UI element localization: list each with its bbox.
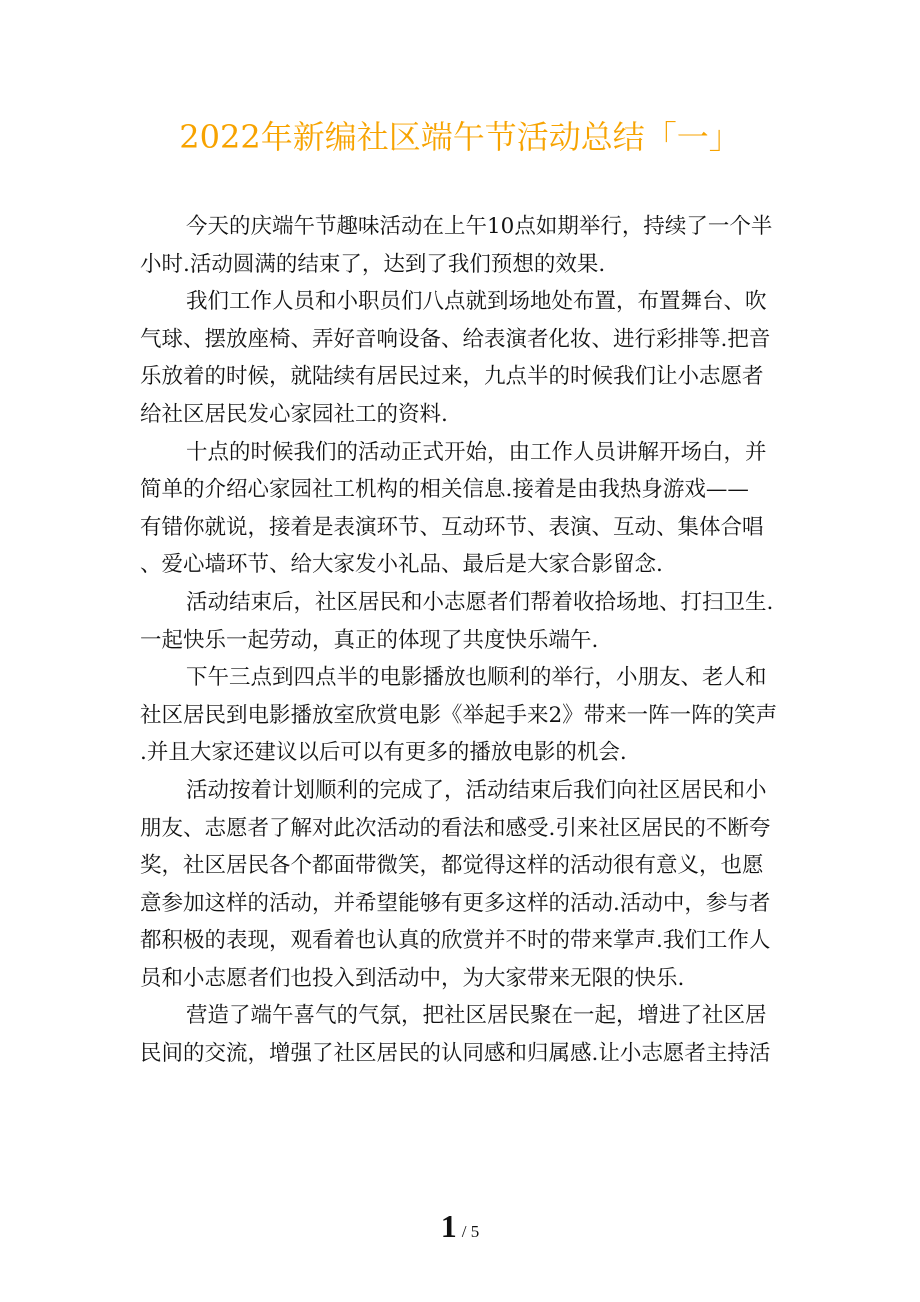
text-line: 民间的交流，增强了社区居民的认同感和归属感.让小志愿者主持活 (140, 1041, 771, 1067)
text-line: 乐放着的时候，就陆续有居民过来，九点半的时候我们让小志愿者 (140, 364, 764, 390)
text-line: 气球、摆放座椅、弄好音响设备、给表演者化妆、进行彩排等.把音 (140, 326, 771, 352)
text-line: 十点的时候我们的活动正式开始，由工作人员讲解开场白，并 (186, 439, 767, 465)
text-line: 活动结束后，社区居民和小志愿者们帮着收拾场地、打扫卫生. (186, 589, 774, 615)
text-line: 给社区居民发心家园社工的资料. (140, 401, 448, 427)
current-page: 1 (440, 1208, 457, 1244)
text-line: 今天的庆端午节趣味活动在上午10点如期举行，持续了一个半 (186, 214, 773, 239)
text-line: 都积极的表现，观看着也认真的欣赏并不时的带来掌声.我们工作人 (140, 928, 771, 954)
text-line: 朋友、志愿者了解对此次活动的看法和感受.引来社区居民的不断夸 (140, 815, 771, 841)
text-line: 简单的介绍心家园社工机构的相关信息.接着是由我热身游戏—— (140, 477, 749, 503)
text-line: 有错你就说，接着是表演环节、互动环节、表演、互动、集体合唱 (140, 514, 764, 540)
paragraph (140, 772, 790, 998)
text-line: 下午三点到四点半的电影播放也顺利的举行，小朋友、老人和 (186, 665, 767, 691)
page-indicator (0, 1208, 920, 1245)
paragraph (140, 584, 790, 659)
paragraph (140, 283, 790, 433)
text-line: .并且大家还建议以后可以有更多的播放电影的机会. (140, 740, 627, 766)
text-line: 小时.活动圆满的结束了，达到了我们预想的效果. (140, 251, 606, 277)
paragraph (140, 434, 790, 584)
text-line: 我们工作人员和小职员们八点就到场地处布置，布置舞台、吹 (186, 289, 767, 315)
text-line: 活动按着计划顺利的完成了，活动结束后我们向社区居民和小 (186, 777, 767, 803)
text-line: 一起快乐一起劳动，真正的体现了共度快乐端午. (140, 627, 599, 653)
text-line: 意参加这样的活动，并希望能够有更多这样的活动.活动中，参与者 (140, 890, 771, 916)
text-line: 、爱心墙环节、给大家发小礼品、最后是大家合影留念. (140, 552, 663, 578)
text-line: 奖，社区居民各个都面带微笑，都觉得这样的活动很有意义，也愿 (140, 853, 764, 879)
paragraph (140, 997, 790, 1072)
total-pages: / 5 (461, 1222, 480, 1241)
paragraph (140, 659, 790, 772)
document-body (140, 208, 790, 1073)
text-line: 员和小志愿者们也投入到活动中，为大家带来无限的快乐. (140, 965, 685, 991)
document-title: 2022年新编社区端午节活动总结「一」 (179, 118, 741, 156)
text-line: 社区居民到电影播放室欣赏电影《举起手来2》带来一阵一阵的笑声 (140, 702, 778, 728)
paragraph (140, 208, 790, 283)
text-line: 营造了端午喜气的气氛，把社区居民聚在一起，增进了社区居 (186, 1003, 767, 1029)
